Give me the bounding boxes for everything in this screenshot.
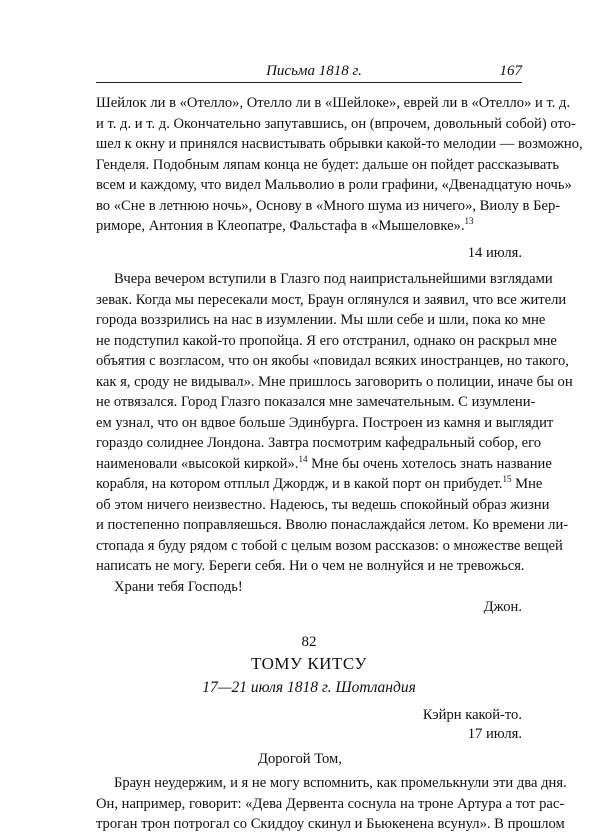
text-line: Шейлок ли в «Отелло», Отелло ли в «Шейлоке», еврей ли в «Отелло» и т. д. bbox=[96, 95, 571, 111]
text-line: города воззрились на нас в изумлении. Мы шли себе и шли, пока ко мне bbox=[96, 312, 546, 328]
text-line bbox=[96, 474, 543, 495]
letter-place: Кэйрн какой-то. bbox=[422, 707, 522, 723]
text-fragment: Мне bbox=[511, 476, 543, 492]
text-line: Браун неудержим, и я не могу вспомнить, как промелькнули эти два дня. bbox=[114, 775, 567, 791]
text-line: стопада я буду рядом с тобой с целым возом рассказов: о множестве вещей bbox=[96, 537, 563, 554]
dateline-july-14: 14 июля. bbox=[467, 244, 522, 261]
text-line: не подступил какой-то пропойца. Я его отстранил, однако он раскрыл мне bbox=[96, 332, 557, 349]
text-line: троган трон потрогал со Скиддоу скинул и Бьюкенена всунул». В прошлом bbox=[96, 816, 565, 832]
closing-blessing: Храни тебя Господь! bbox=[114, 578, 243, 595]
signature: Джон. bbox=[483, 599, 522, 615]
text-line: не отвязался. Город Глазго показался мне замечательным. С изумлени- bbox=[96, 394, 536, 410]
text-line: зевак. Когда мы пересекали мост, Браун оглянулся и заявил, что все жители bbox=[96, 291, 567, 308]
text-fragment: корабля, на котором отплыл Джордж, и в какой порт он прибудет. bbox=[96, 476, 503, 492]
footnote-ref-14: 14 bbox=[298, 453, 308, 464]
text-line: шел к окну и принялся насвистывать обрывки какой-то мелодии — возможно, bbox=[96, 136, 583, 152]
letter-addressee: ТОМУ КИТСУ bbox=[251, 654, 367, 673]
text-line: гораздо солиднее Лондона. Завтра посмотрим кафедральный собор, его bbox=[96, 435, 542, 451]
text-line: во «Сне в летнюю ночь», Основу в «Много шума из ничего», Виолу в Бер- bbox=[96, 197, 561, 214]
text-line: Генделя. Подобным ляпам конца не будет: дальше он пойдет рассказывать bbox=[96, 156, 560, 173]
page-number: 167 bbox=[499, 63, 522, 79]
letter-date: 17 июля. bbox=[467, 726, 522, 742]
text-line: Он, например, говорит: «Дева Дервента соснула на троне Артура а тот рас- bbox=[96, 795, 565, 812]
text-line: об этом ничего неизвестно. Надеюсь, ты ведешь спокойный образ жизни bbox=[96, 496, 550, 513]
text-line: объятия с возгласом, что он якобы «повидал всяких иностранцев, но такого, bbox=[96, 353, 569, 369]
text-fragment: наименовали «высокой киркой». bbox=[96, 455, 299, 472]
text-line: и постепенно поправляешься. Вволю понаслаждайся летом. Ко времени ли- bbox=[96, 517, 569, 533]
running-header bbox=[96, 62, 522, 82]
letter-number: 82 bbox=[301, 633, 317, 650]
paragraph-glasgow bbox=[96, 269, 573, 577]
text-line bbox=[96, 216, 522, 237]
text-line: и т. д. и т. д. Окончательно запутавшись, он (впрочем, довольный собой) ото- bbox=[96, 115, 576, 132]
text-line: всем и каждому, что видел Мальволио в роли графини, «Двенадцатую ночь» bbox=[96, 177, 572, 193]
text-line: ем узнал, что он вдвое больше Эдинбурга. Построен из камня и выглядит bbox=[96, 414, 554, 431]
paragraph-brown bbox=[96, 773, 567, 835]
text-line: Вчера вечером вступили в Глазго под наипристальнейшими взглядами bbox=[114, 271, 553, 287]
header-rule bbox=[96, 82, 522, 83]
letter-dates: 17—21 июля 1818 г. Шотландия bbox=[202, 679, 416, 696]
text-line bbox=[96, 453, 552, 475]
running-title: Письма 1818 г. bbox=[266, 63, 362, 79]
footnote-ref-15: 15 bbox=[502, 474, 512, 485]
paragraph-continued bbox=[96, 93, 583, 237]
text-fragment: Мне бы очень хотелось знать название bbox=[307, 455, 552, 472]
text-line: как я, сроду не видывал». Мне пришлось заговорить о полиции, иначе бы он bbox=[96, 373, 573, 390]
letter-salutation: Дорогой Том, bbox=[258, 750, 342, 767]
footnote-ref-13: 13 bbox=[464, 216, 474, 227]
text-line: написать не могу. Береги себя. Ни о чем не волнуйся и не тревожься. bbox=[96, 558, 525, 574]
body-text bbox=[96, 93, 583, 835]
text-fragment: риморе, Антония в Клеопатре, Фальстафа в «Мышеловке». bbox=[96, 218, 465, 234]
